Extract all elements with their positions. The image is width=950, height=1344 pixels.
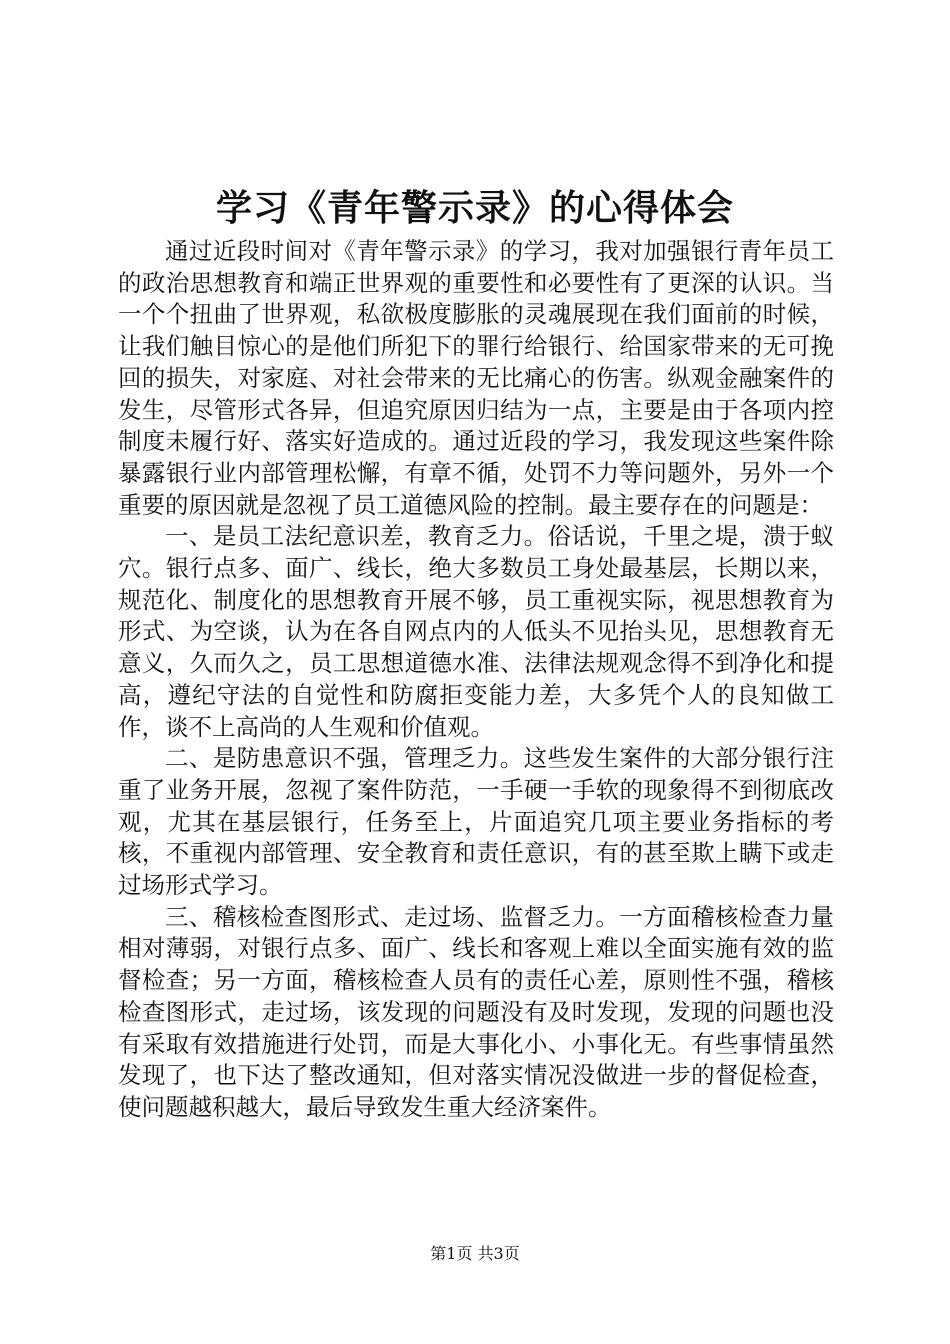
document-title: 学习《青年警示录》的心得体会 xyxy=(215,187,734,229)
paragraph-intro: 通过近段时间对《青年警示录》的学习，我对加强银行青年员工的政治思想教育和端正世界观的重要性和必要性有了更深的认识。当一个个扭曲了世界观，私欲极度膨胀的灵魂展现在我们面前的时候，让我们触目惊心的是他们所犯下的罪行给银行、给国家带来的无可挽回的损失，对家庭、对社会带来的无比痛心的伤害。纵观金融案件的发生，尽管形式各异，但追究原因归结为一点，主要是由于各项内控制度未履行好、落实好造成的。通过近段的学习，我发现这些案件除暴露银行业内部管理松懈，有章不循，处罚不力等问题外，另外一个重要的原因就是忽视了员工道德风险的控制。最主要存在的问题是： xyxy=(118,237,834,519)
paragraph-point-1: 一、是员工法纪意识差，教育乏力。俗话说，千里之堤，溃于蚁穴。银行点多、面广、线长，绝大多数员工身处最基层，长期以来，规范化、制度化的思想教育开展不够，员工重视实际，视思想教育为形式、为空谈，认为在各自网点内的人低头不见抬头见，思想教育无意义，久而久之，员工思想道德水准、法律法规观念得不到净化和提高，遵纪守法的自觉性和防腐拒变能力差，大多凭个人的良知做工作，谈不上高尚的人生观和价值观。 xyxy=(118,522,834,741)
page-footer: 第1页 共3页 xyxy=(430,1244,520,1263)
paragraph-point-3: 三、稽核检查图形式、走过场、监督乏力。一方面稽核检查力量相对薄弱，对银行点多、面广、线长和客观上难以全面实施有效的监督检查；另一方面，稽核检查人员有的责任心差，原则性不强，稽核检查图形式，走过场，该发现的问题没有及时发现，发现的问题也没有采取有效措施进行处罚，而是大事化小、小事化无。有些事情虽然发现了，也下达了整改通知，但对落实情况没做进一步的督促检查，使问题越积越大，最后导致发生重大经济案件。 xyxy=(118,902,834,1121)
document-body xyxy=(118,236,834,1124)
paragraph-point-2: 二、是防患意识不强，管理乏力。这些发生案件的大部分银行注重了业务开展，忽视了案件防范，一手硬一手软的现象得不到彻底改观，尤其在基层银行，任务至上，片面追究几项主要业务指标的考核，不重视内部管理、安全教育和责任意识，有的甚至欺上瞒下或走过场形式学习。 xyxy=(118,744,834,900)
